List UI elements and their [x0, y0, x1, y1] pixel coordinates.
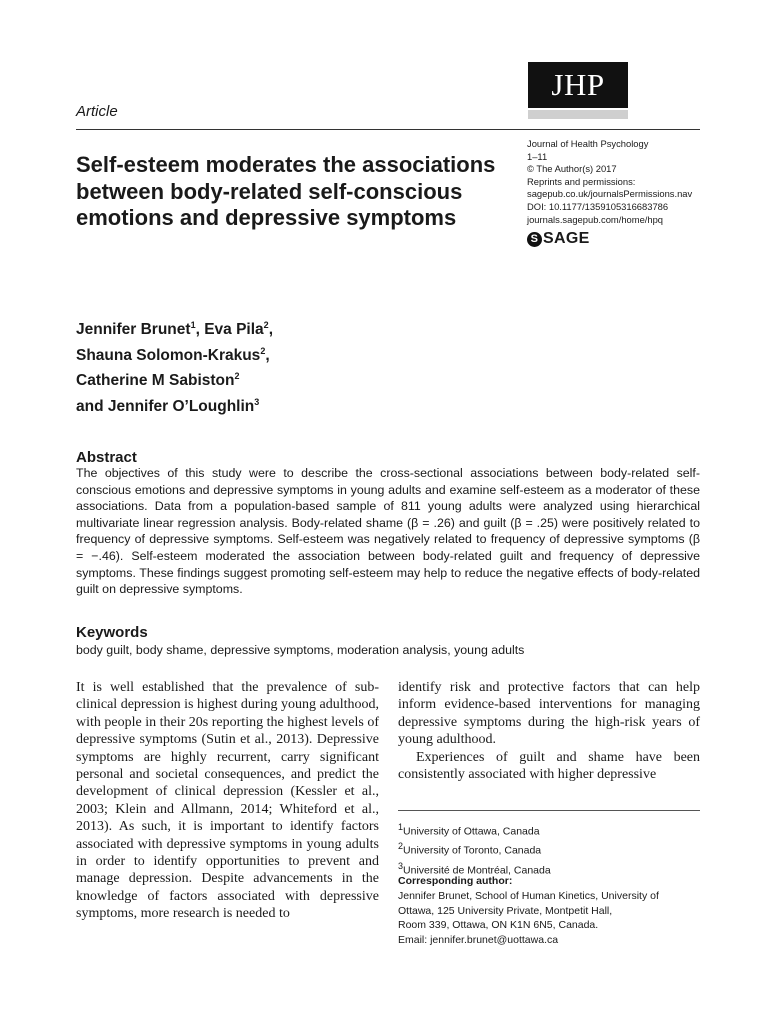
body-left-column — [76, 679, 379, 923]
affiliation-text: Université de Montréal, Canada — [403, 864, 551, 877]
author-name: Eva Pila — [204, 321, 264, 339]
affiliation-marker: 1 — [398, 822, 404, 832]
journal-logo: JHP — [528, 62, 628, 108]
correspondence-email[interactable]: Email: jennifer.brunet@uottawa.ca — [398, 934, 559, 947]
affiliation-marker: 2 — [263, 320, 269, 330]
author-name: and Jennifer O’Loughlin — [76, 398, 255, 416]
keywords-heading: Keywords — [76, 624, 148, 641]
author-separator: , — [268, 321, 273, 339]
footnote-divider — [398, 810, 700, 811]
journal-homepage-link[interactable]: journals.sagepub.com/home/hpq — [527, 213, 664, 225]
affiliation-marker: 2 — [234, 371, 240, 382]
body-paragraph: It is well established that the prevalence of sub-clinical depression is highest during young adulthood, with people in their 20s reporting the highest levels of depressive symptoms (Sutin et al., 2013). Depressive symptoms are highly recurrent, carry significant personal and societal consequences, and predict the development of clinical depression (Kessler et al., 2003; Klein and Allmann, 2014; Whiteford et al., 2013). As such, it is important to identify factors associated with depressive symptoms in young adults in order to identify opportunities to prevent and manage depression. Despite advancements in the knowledge of factors associated with depressive symptoms, more research is needed to — [76, 680, 379, 922]
publisher-logo — [527, 230, 590, 248]
body-right-column — [398, 679, 700, 783]
affiliation-item — [398, 839, 551, 858]
permissions-link[interactable]: sagepub.co.uk/journalsPermissions.nav — [527, 188, 693, 200]
affiliation-marker: 2 — [260, 345, 266, 356]
author-name: Jennifer Brunet — [76, 321, 191, 339]
affiliation-marker: 3 — [254, 396, 260, 407]
affiliation-text: University of Toronto, Canada — [403, 844, 542, 857]
affiliation-item — [398, 820, 551, 839]
affiliations — [398, 820, 551, 878]
correspondence-line: Room 339, Ottawa, ON K1N 6N5, Canada. — [398, 919, 599, 932]
correspondence-line: Ottawa, 125 University Private, Montpetit Hall, — [398, 904, 613, 917]
article-type-label: Article — [76, 103, 118, 120]
author-list — [76, 315, 496, 418]
correspondence — [398, 874, 708, 948]
author-line-3 — [76, 366, 496, 392]
keywords-text: body guilt, body shame, depressive symptoms, moderation analysis, young adults — [76, 643, 525, 657]
journal-name: Journal of Health Psychology — [527, 138, 649, 149]
body-paragraph: Experiences of guilt and shame have been consistently associated with higher depressive — [398, 749, 700, 783]
reprints-label: Reprints and permissions: — [527, 175, 636, 187]
author-line-1 — [76, 315, 496, 341]
author-name: Shauna Solomon-Krakus — [76, 346, 261, 364]
body-paragraph: identify risk and protective factors that can help inform evidence-based interventions for managing depressive symptoms during the high-risk years of young adulthood. — [398, 680, 700, 748]
header-divider — [76, 129, 700, 130]
doi[interactable]: DOI: 10.1177/1359105316683786 — [527, 200, 669, 212]
journal-info — [527, 138, 692, 226]
affiliation-marker: 2 — [398, 841, 404, 852]
author-name: Catherine M Sabiston — [76, 372, 235, 390]
author-line-4 — [76, 392, 496, 418]
sage-mark-icon: S — [527, 232, 542, 247]
correspondence-line: Jennifer Brunet, School of Human Kinetics, University of — [398, 889, 659, 902]
logo-underbar — [528, 110, 628, 119]
affiliation-marker: 1 — [190, 320, 196, 330]
correspondence-heading: Corresponding author: — [398, 875, 513, 887]
abstract-heading: Abstract — [76, 449, 137, 466]
affiliation-marker: 3 — [398, 860, 404, 871]
author-line-2 — [76, 341, 496, 367]
affiliation-text: University of Ottawa, Canada — [403, 825, 540, 838]
copyright: © The Author(s) 2017 — [527, 163, 617, 175]
abstract-text: The objectives of this study were to describe the cross-sectional associations between body-related self-conscious emotions and depressive symptoms in young adults and examine self-esteem as a moderator of these associations. Data from a population-based sample of 811 young adults were analyzed using hierarchical multivariate linear regression analysis. Body-related shame (β = .26) and guilt (β = .25) were positively related to frequency of depressive symptoms. Self-esteem was negatively related to frequency of depressive symptoms (β = −.46). Self-esteem moderated the association between body-related guilt and frequency of depressive symptoms. These findings suggest promoting self-esteem may help to reduce the negative effects of body-related guilt on depressive symptoms. — [76, 466, 700, 597]
page-range: 1–11 — [527, 150, 548, 162]
paper-title: Self-esteem moderates the associations between body-related self-conscious emotions and depressive symptoms — [76, 152, 496, 230]
publisher-name: SAGE — [543, 230, 590, 247]
author-separator: , — [195, 321, 205, 339]
author-separator: , — [265, 346, 270, 364]
